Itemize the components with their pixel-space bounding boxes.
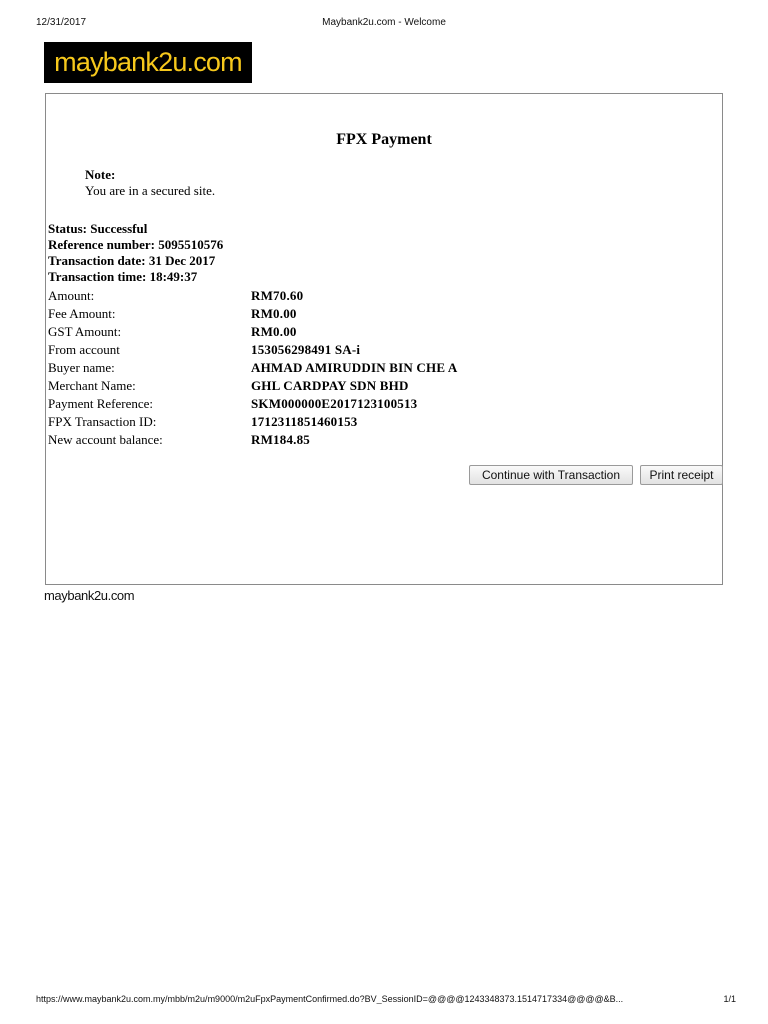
detail-label: Amount:	[48, 288, 95, 303]
page-title: FPX Payment	[336, 131, 432, 148]
detail-value: RM70.60	[251, 288, 304, 303]
detail-value: 1712311851460153	[251, 414, 358, 429]
detail-label: From account	[48, 342, 120, 357]
detail-row-fee-amount	[48, 305, 458, 323]
detail-row-new-account-balance	[48, 431, 458, 449]
detail-value: 153056298491 SA-i	[251, 342, 361, 357]
note-label: Note:	[85, 167, 116, 182]
detail-value: GHL CARDPAY SDN BHD	[251, 378, 409, 393]
detail-row-merchant-name	[48, 377, 458, 395]
reference-number-line: Reference number: 5095510576	[48, 237, 224, 252]
detail-label: Buyer name:	[48, 360, 115, 375]
transaction-date-line: Transaction date: 31 Dec 2017	[48, 253, 216, 268]
detail-label: New account balance:	[48, 432, 163, 447]
print-receipt-button[interactable]: Print receipt	[640, 465, 723, 485]
detail-row-fpx-transaction-id	[48, 413, 458, 431]
print-page-number: 1/1	[723, 994, 736, 1004]
note-text: You are in a secured site.	[85, 183, 216, 198]
detail-row-payment-reference	[48, 395, 458, 413]
status-line: Status: Successful	[48, 221, 148, 236]
detail-row-amount	[48, 287, 458, 305]
detail-label: GST Amount:	[48, 324, 122, 339]
transaction-details	[48, 287, 458, 449]
detail-value: AHMAD AMIRUDDIN BIN CHE A	[251, 360, 458, 375]
print-header	[36, 17, 732, 31]
detail-label: Payment Reference:	[48, 396, 154, 411]
detail-row-from-account	[48, 341, 458, 359]
maybank2u-logo: maybank2u.com	[44, 42, 252, 83]
detail-value: RM0.00	[251, 306, 297, 321]
print-url: https://www.maybank2u.com.my/mbb/m2u/m9000/m2uFpxPaymentConfirmed.do?BV_SessionID=@@@@1243348373.1514717334@@@@&B...	[36, 994, 624, 1004]
continue-with-transaction-button[interactable]: Continue with Transaction	[469, 465, 633, 485]
detail-label: Fee Amount:	[48, 306, 116, 321]
print-page-title: Maybank2u.com - Welcome	[322, 17, 446, 28]
detail-value: SKM000000E2017123100513	[251, 396, 418, 411]
detail-row-buyer-name	[48, 359, 458, 377]
print-footer	[36, 994, 736, 1008]
detail-value: RM184.85	[251, 432, 311, 447]
detail-label: FPX Transaction ID:	[48, 414, 157, 429]
transaction-summary	[48, 221, 223, 285]
detail-row-gst-amount	[48, 323, 458, 341]
transaction-time-line: Transaction time: 18:49:37	[48, 269, 198, 284]
secured-site-note	[85, 167, 215, 199]
print-date: 12/31/2017	[36, 17, 87, 28]
detail-value: RM0.00	[251, 324, 297, 339]
footer-logo: maybank2u.com	[44, 588, 135, 603]
detail-label: Merchant Name:	[48, 378, 136, 393]
